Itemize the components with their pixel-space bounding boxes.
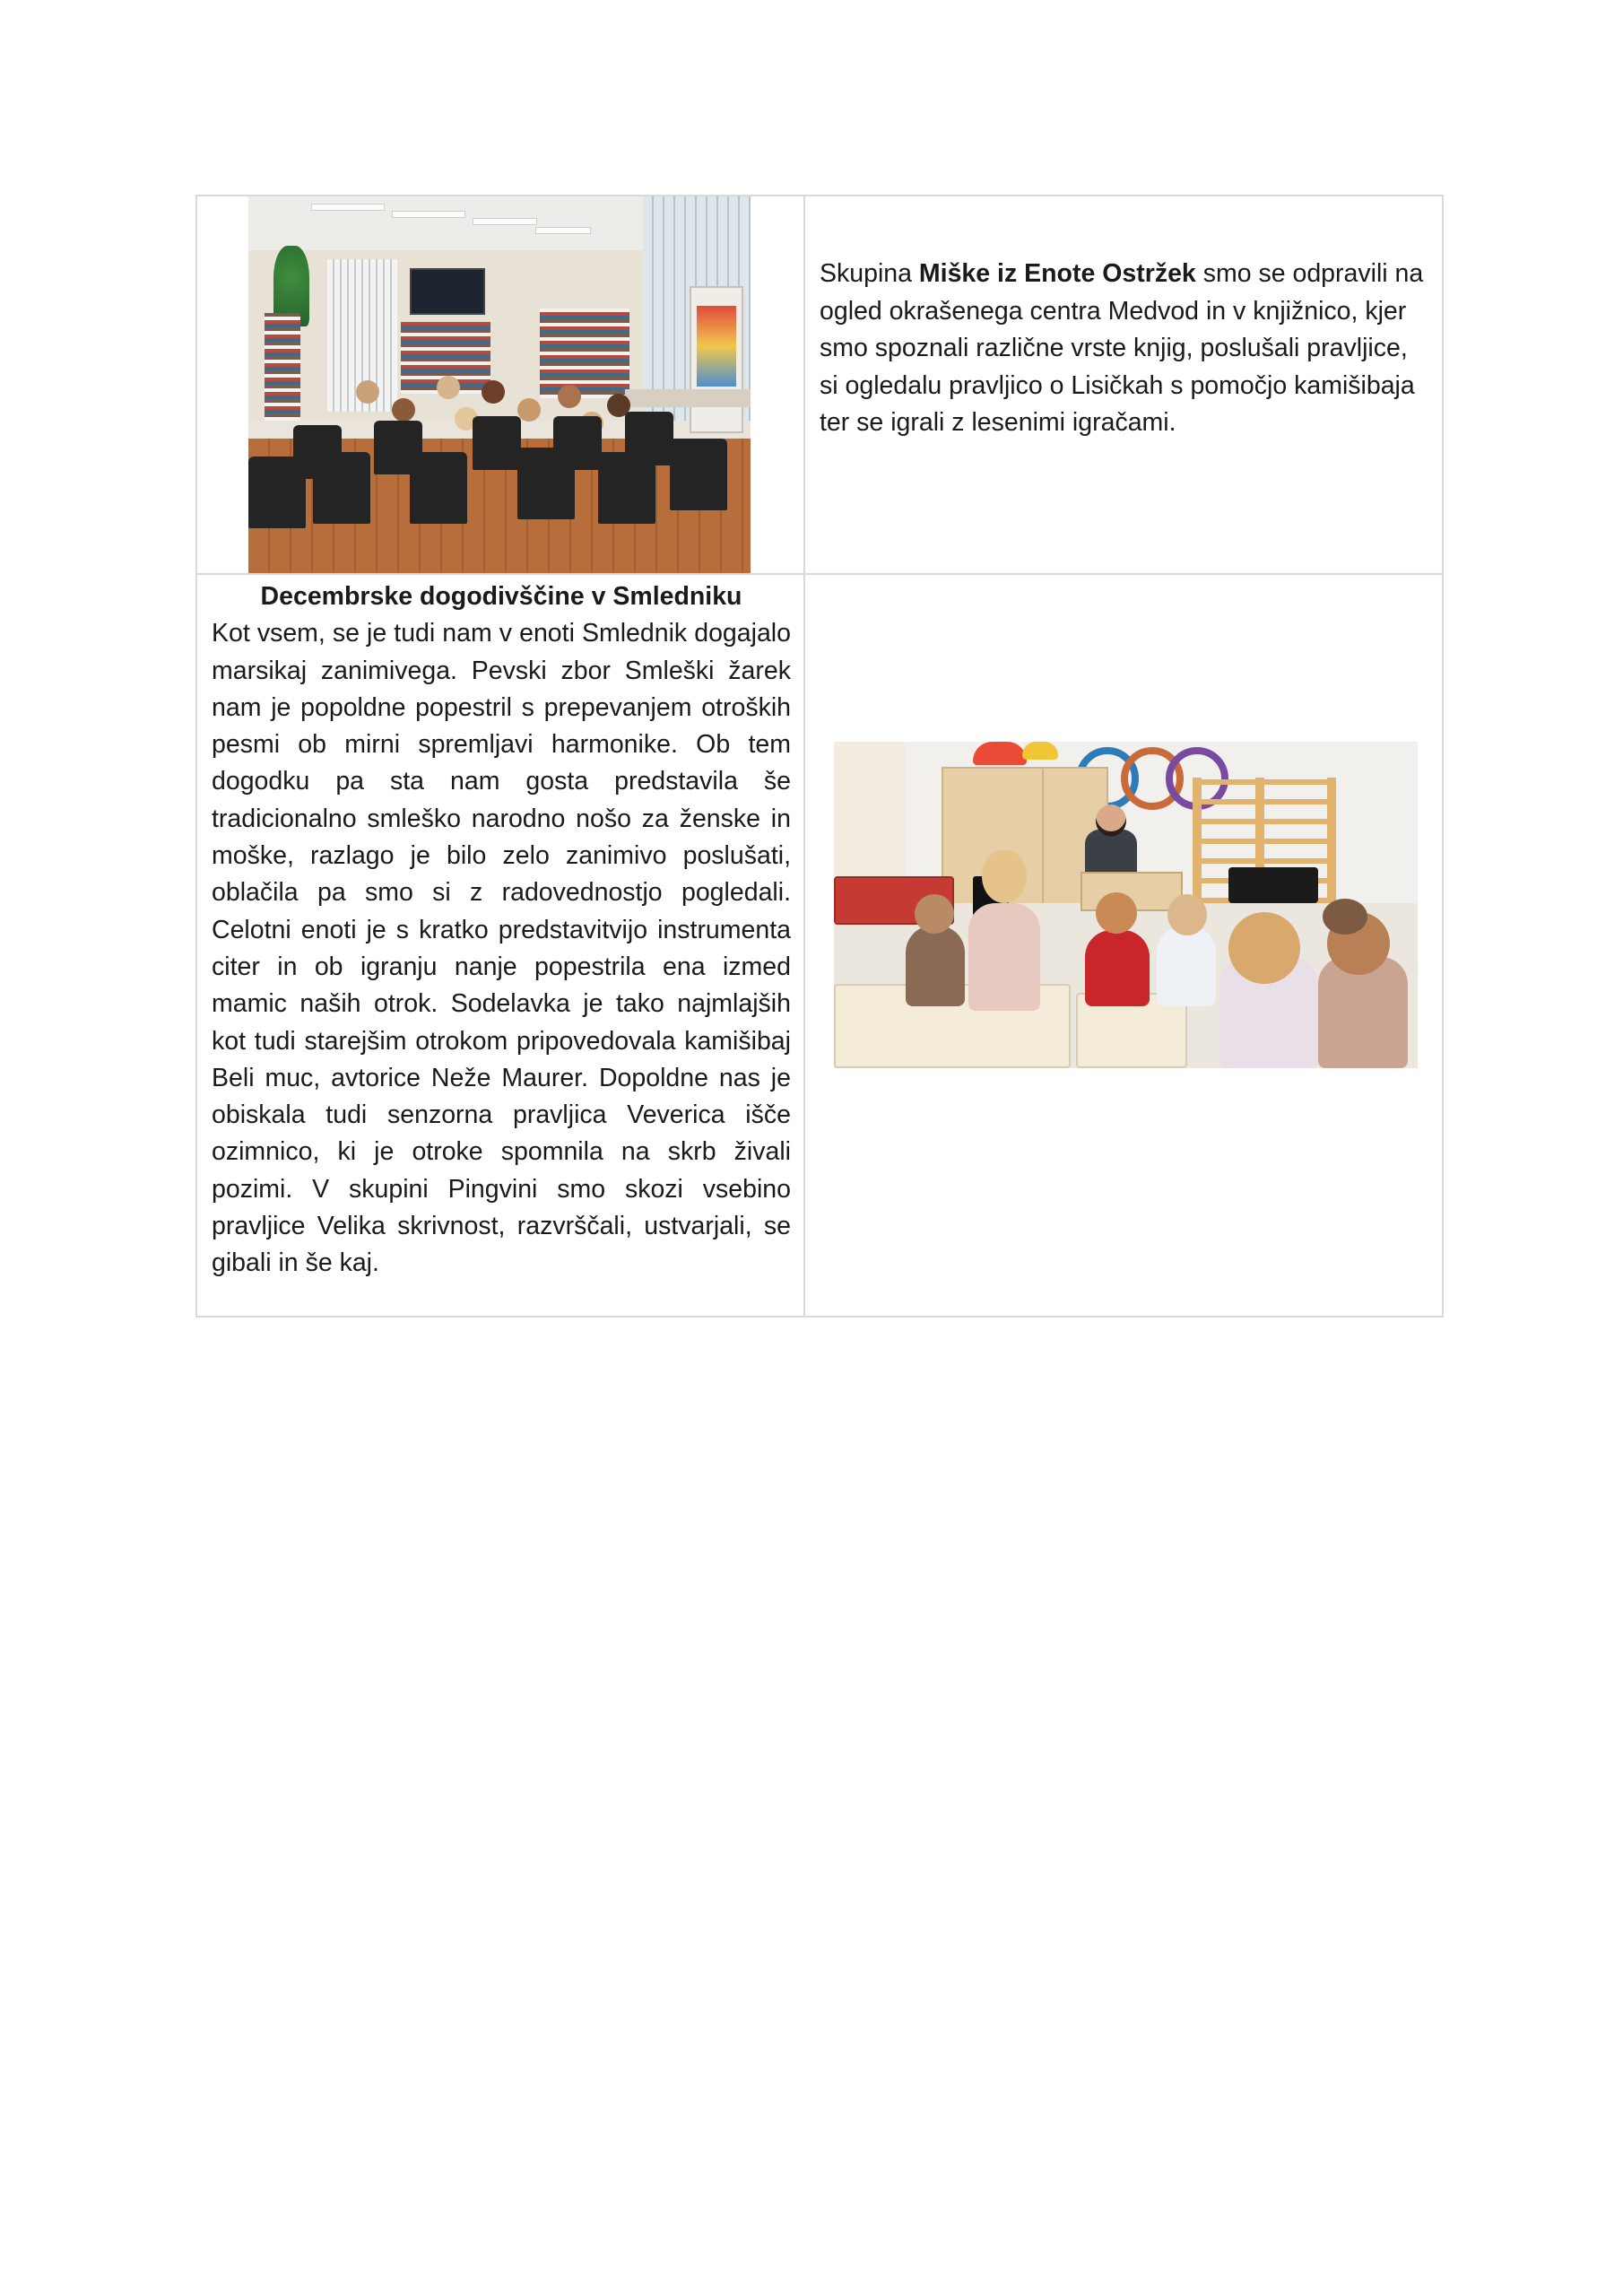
child [1157, 926, 1216, 1006]
child-head [1167, 894, 1207, 935]
smlednik-paragraph: Kot vsem, se je tudi nam v enoti Smlednik dogajalo marsikaj zanimivega. Pevski zbor Smleški žarek nam je popoldne popestril s prepevanjem otroških pesmi ob mirni spremljavi harmonike. Ob tem dogodku pa sta nam gosta predstavila še tradicionalno smleško narodno nošo za ženske in moške, razlago je bilo zelo zanimivo poslušati, oblačila pa smo si z radovednostjo pogledali. Celotni enoti je s kratko predstavitvijo instrumenta citer in ob igranju nanje popestrila ena izmed mamic naših otrok. Sodelavka je tako najmlajših kot tudi starejšim otrokom pripovedovala kamišibaj Beli muc, avtorice Neže Maurer. Dopoldne nas je obiskala tudi senzorna pravljica Veverica išče ozimnico, ki je otroke spomnila na skrb živali pozimi. V skupini Pingvini smo skozi vsebino pravljice Velika skrivnost, razvrščali, ustvarjali, se gibali in še kaj. [212, 619, 791, 1278]
photo-table [625, 389, 751, 407]
child [1085, 930, 1150, 1006]
child-head [517, 398, 541, 422]
teacher-head [1096, 804, 1126, 837]
section-title: Decembrske dogodivščine v Smledniku [260, 582, 742, 611]
ceiling-light [392, 211, 465, 218]
chair [625, 412, 673, 465]
wall-decoration [973, 742, 1027, 765]
chair [553, 416, 602, 470]
smlednik-section [197, 578, 803, 1283]
wall-decoration [1022, 742, 1058, 760]
child [906, 926, 965, 1006]
photo-cell-kindergarten [804, 574, 1443, 1317]
ostrzek-group-name: Miške iz Enote Ostržek [918, 259, 1196, 288]
child-head [1228, 912, 1300, 984]
ostrzek-text-rest: smo se odpravili na ogled okrašenega centra Medvod in v knjižnico, kjer smo spoznali različne vrste knjig, poslušali pravljice, si ogledalu pravljico o Lisičkah s pomočjo kamišibaja ter se igrali z lesenimi igračami. [820, 259, 1424, 437]
chair [374, 421, 422, 474]
text-cell-smlednik [196, 574, 804, 1317]
child-head [392, 398, 415, 422]
ostrzek-paragraph [805, 196, 1442, 442]
ostrzek-text-prefix: Skupina [820, 259, 919, 288]
child [968, 903, 1040, 1011]
photo-cell-library [196, 196, 804, 574]
ceiling-light [311, 204, 385, 211]
chair [293, 425, 342, 479]
bookshelf [265, 313, 300, 421]
photo-screen [410, 268, 485, 315]
chair [473, 416, 521, 470]
ceiling-light [535, 227, 591, 234]
kindergarten-zither-photo [834, 742, 1418, 1068]
child-head [1323, 899, 1367, 935]
child-head [482, 380, 505, 404]
chair [670, 439, 727, 510]
instrument-case [1228, 867, 1318, 903]
table-row [196, 574, 1443, 1317]
bookshelf [540, 309, 629, 398]
library-reading-photo [248, 196, 751, 573]
text-cell-ostrzek [804, 196, 1443, 574]
ceiling-light [473, 218, 537, 225]
child-head [1096, 892, 1137, 934]
child-head [915, 894, 954, 934]
table-row [196, 196, 1443, 574]
child-head [437, 376, 460, 399]
child-head [982, 849, 1027, 903]
child-head [558, 385, 581, 408]
photo-banner [690, 286, 743, 433]
child-head [356, 380, 379, 404]
content-table [195, 195, 1444, 1318]
